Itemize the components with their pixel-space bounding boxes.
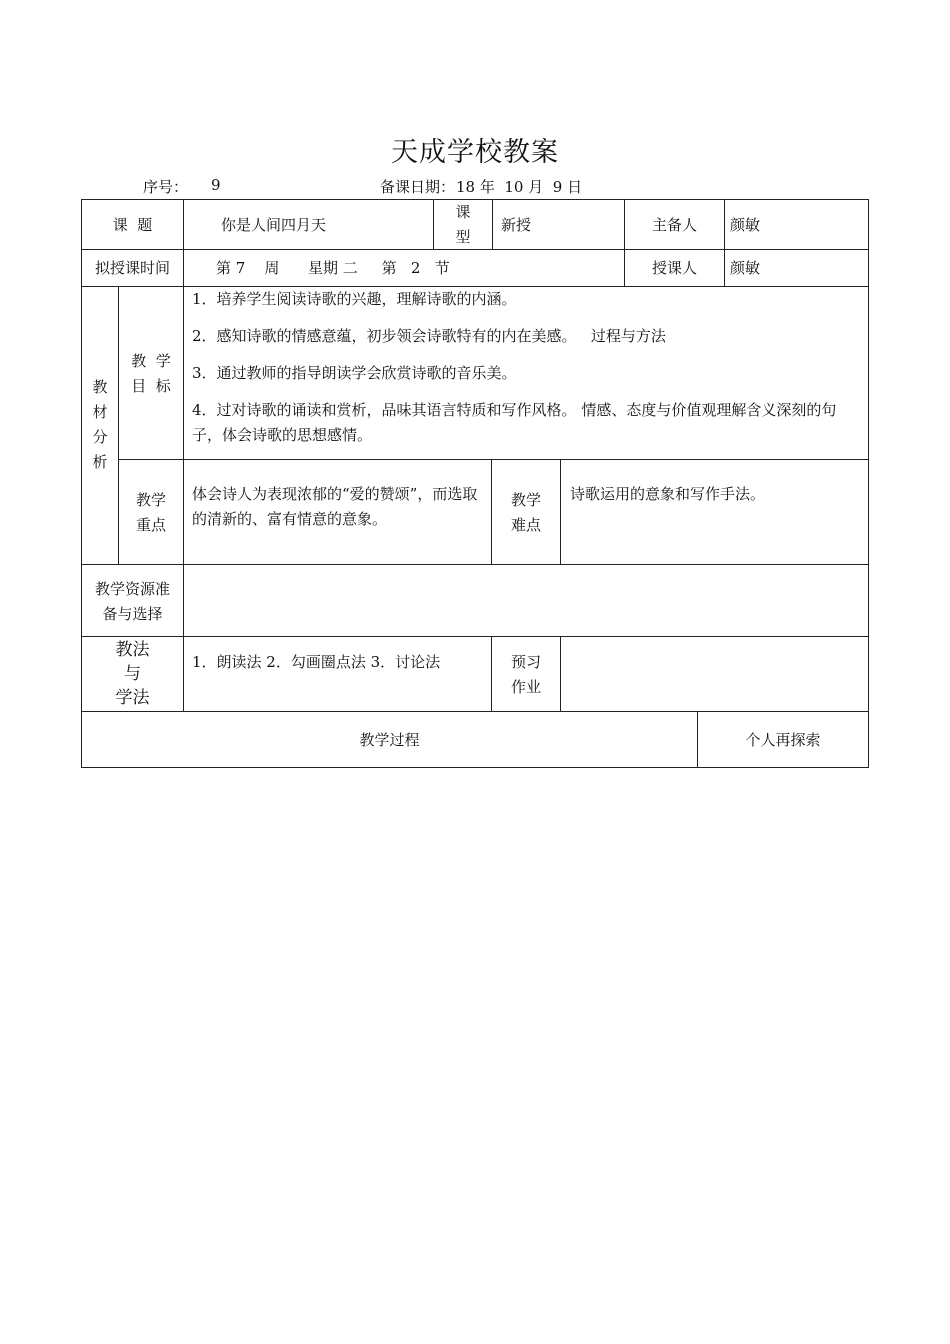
difficulty-label: 教学 难点 xyxy=(510,491,541,534)
topic-value: 你是人间四月天 xyxy=(221,216,327,234)
column-divider xyxy=(183,199,184,711)
resources-label: 教学资源准 备与选择 xyxy=(94,580,170,623)
type-value: 新授 xyxy=(501,216,532,234)
key-points-label: 教学 重点 xyxy=(135,491,166,534)
row-divider xyxy=(81,564,869,565)
table-border-bottom xyxy=(81,767,869,768)
week-schedule: 第 7 周 星期 二 第 2 节 xyxy=(216,259,450,277)
column-divider xyxy=(560,459,561,564)
column-divider xyxy=(724,199,725,286)
column-divider xyxy=(492,199,493,249)
preview-label: 预习 作业 xyxy=(510,653,541,696)
teacher-value: 颜敏 xyxy=(730,259,761,277)
date-label: 备课日期： xyxy=(380,178,456,196)
row-divider xyxy=(81,711,869,712)
goal-item: 1．培养学生阅读诗歌的兴趣，理解诗歌的内涵。 xyxy=(192,290,517,308)
analysis-label: 教 材 分 析 xyxy=(92,378,108,471)
row-divider xyxy=(81,636,869,637)
key-points-text: 体会诗人为表现浓郁的“爱的赞颂”，而选取的清新的、富有情意的意象。 xyxy=(192,485,478,528)
time-label: 拟授课时间 xyxy=(94,259,170,277)
goal-item: 4．过对诗歌的诵读和赏析，品味其语言特质和写作风格。 情感、态度与价值观理解含义深刻的句子，体会诗歌的思想感情。 xyxy=(192,401,837,444)
serial-value: 9 xyxy=(211,176,221,194)
date-value: 18 年 10 月 9 日 xyxy=(456,178,583,196)
topic-label: 课 题 xyxy=(112,216,153,234)
page-title: 天成学校教案 xyxy=(391,137,559,168)
type-label: 课 型 xyxy=(455,203,471,246)
column-divider xyxy=(560,636,561,711)
main-prep-value: 颜敏 xyxy=(730,216,761,234)
table-border-right xyxy=(868,199,869,768)
goals-label: 教 学 目 标 xyxy=(131,352,171,395)
personal-exploration-label: 个人再探索 xyxy=(745,731,821,749)
goal-item: 3．通过教师的指导朗读学会欣赏诗歌的音乐美。 xyxy=(192,364,517,382)
methods-text: 1．朗读法 2．勾画圈点法 3．讨论法 xyxy=(192,653,441,671)
goal-item: 2．感知诗歌的情感意蕴，初步领会诗歌特有的内在美感。 过程与方法 xyxy=(192,327,666,345)
process-label: 教学过程 xyxy=(359,731,420,749)
serial-label: 序号： xyxy=(143,178,189,196)
methods-label: 教法 与 学法 xyxy=(115,640,150,708)
main-prep-label: 主备人 xyxy=(651,216,697,234)
difficulty-text: 诗歌运用的意象和写作手法。 xyxy=(570,485,766,503)
teacher-label: 授课人 xyxy=(651,259,697,277)
row-divider xyxy=(118,459,869,460)
